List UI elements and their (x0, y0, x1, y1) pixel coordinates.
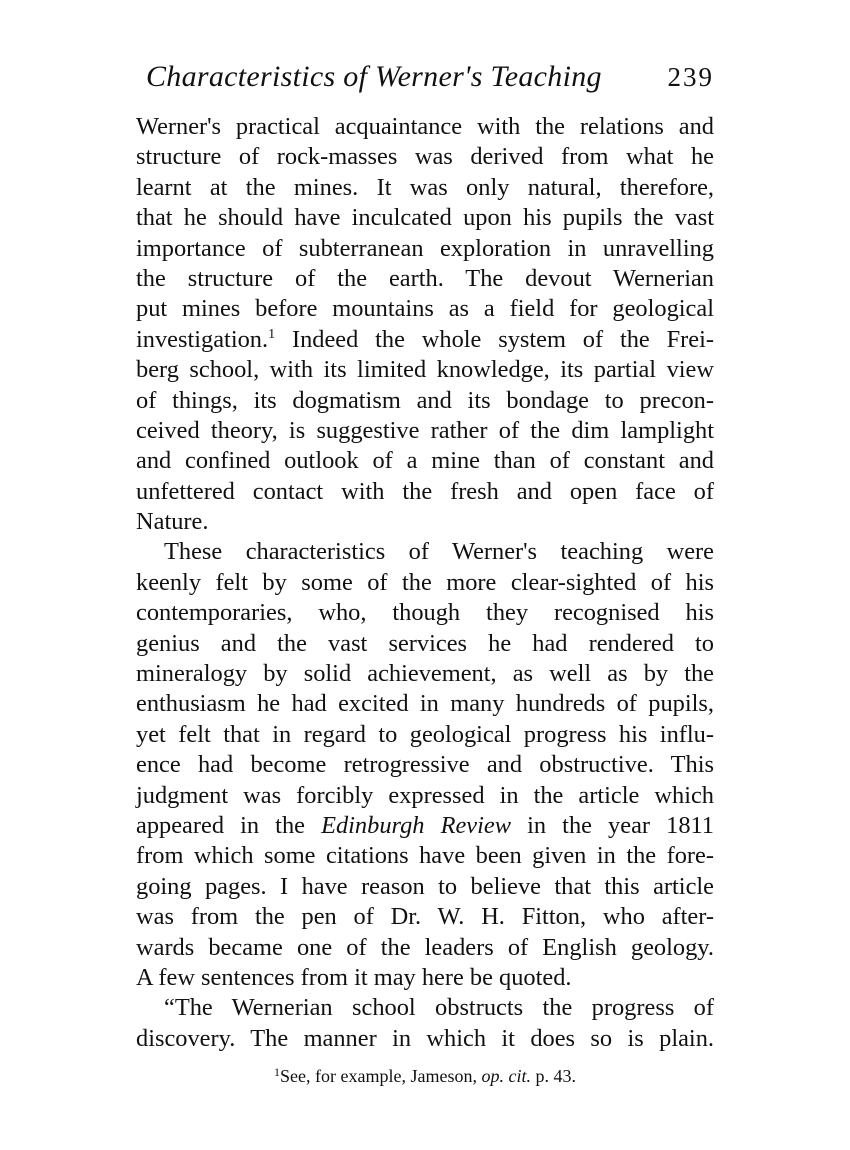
text-line (136, 325, 714, 355)
text-line: was from the pen of Dr. W. H. Fitton, who after- (136, 903, 714, 931)
footnote-marker: 1 (274, 1065, 281, 1079)
text-line: “The Wernerian school obstructs the progress of (164, 994, 714, 1022)
text-line: that he should have inculcated upon his pupils the vast (136, 204, 714, 232)
text-line: unfettered contact with the fresh and open face of (136, 477, 714, 505)
text-line: ceived theory, is suggestive rather of the dim lamplight (136, 416, 714, 444)
text-line: berg school, with its limited knowledge, its partial view (136, 356, 714, 384)
text-line: going pages. I have reason to believe that this article (136, 872, 714, 900)
text-line: Nature. (136, 508, 209, 536)
running-header (146, 60, 714, 100)
running-title: Characteristics of Werner's Teaching (146, 60, 602, 93)
text-line: A few sentences from it may here be quoted. (136, 963, 572, 991)
text-segment: appeared in the (136, 811, 322, 839)
text-line: enthusiasm he had excited in many hundreds of pupils, (136, 690, 714, 718)
text-line: the structure of the earth. The devout Wernerian (136, 264, 714, 292)
text-line: judgment was forcibly expressed in the article which (136, 781, 714, 809)
paragraph-2 (136, 537, 714, 993)
text-line: ence had become retrogressive and obstructive. This (136, 751, 714, 779)
footnote (136, 1066, 714, 1087)
text-line: put mines before mountains as a field for geological (136, 295, 714, 323)
footnote-text: p. 43. (530, 1066, 576, 1086)
paragraph-3 (136, 993, 714, 1054)
text-line: structure of rock-masses was derived from what he (136, 143, 714, 171)
text-segment: Indeed the whole system of the Frei- (275, 325, 714, 353)
journal-title: Edinburgh Review (321, 811, 512, 839)
text-line: keenly felt by some of the more clear-sighted of his (136, 568, 714, 596)
text-line: importance of subterranean exploration in unravelling (136, 234, 714, 262)
text-line: learnt at the mines. It was only natural, therefore, (136, 173, 714, 201)
page-body (136, 112, 714, 1054)
text-line: of things, its dogmatism and its bondage to precon- (136, 386, 714, 414)
text-segment: in the year 1811 (511, 811, 714, 839)
paragraph-1 (136, 112, 714, 537)
footnote-citation: op. cit. (481, 1066, 531, 1086)
page-number: 239 (667, 62, 714, 92)
text-segment: investigation. (136, 325, 269, 353)
text-line: mineralogy by solid achievement, as well as by the (136, 660, 714, 688)
text-line: genius and the vast services he had rendered to (136, 629, 714, 657)
text-line: yet felt that in regard to geological progress his influ- (136, 720, 714, 748)
footnote-text: See, for example, Jameson, (280, 1066, 482, 1086)
text-line: contemporaries, who, though they recognised his (136, 599, 714, 627)
text-line: wards became one of the leaders of English geology. (136, 933, 714, 961)
text-line: discovery. The manner in which it does so is plain. (136, 1024, 714, 1052)
text-line (136, 811, 714, 841)
text-line: Werner's practical acquaintance with the relations and (136, 113, 714, 140)
footnote-reference: 1 (268, 326, 276, 342)
text-line: from which some citations have been given in the fore- (136, 842, 714, 870)
text-line: These characteristics of Werner's teaching were (164, 538, 714, 566)
text-line: and confined outlook of a mine than of constant and (136, 447, 714, 475)
